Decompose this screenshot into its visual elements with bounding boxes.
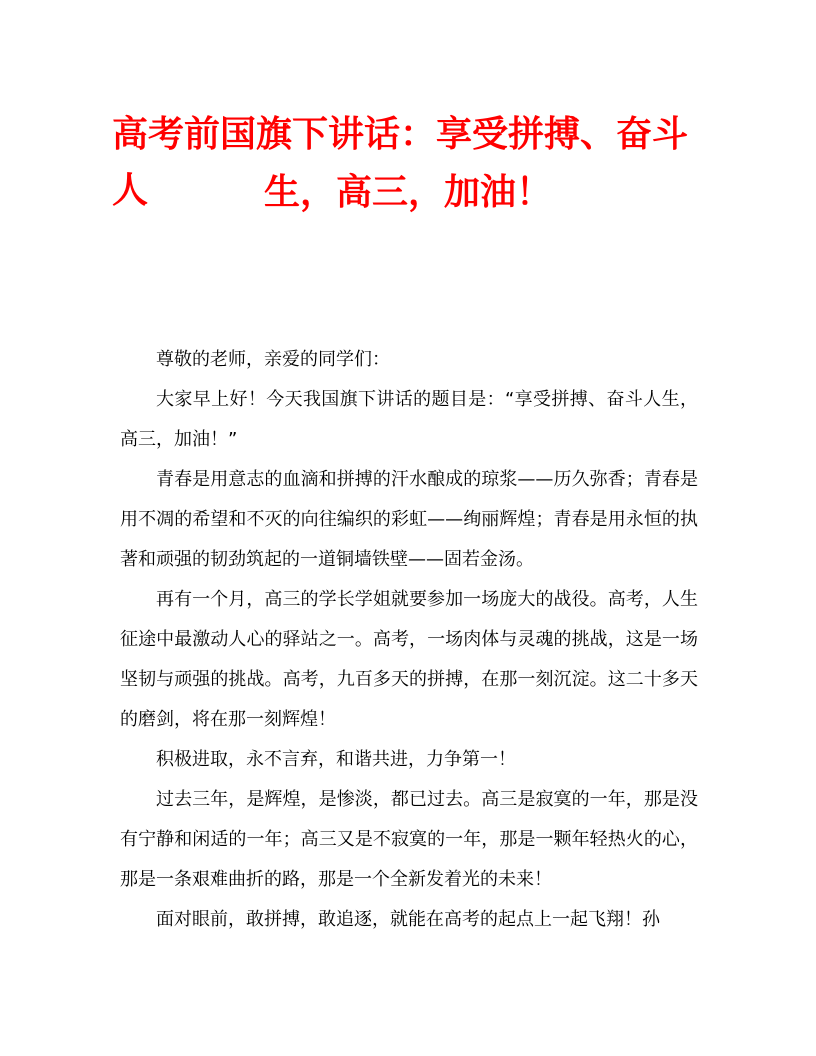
paragraph-salutation: 尊敬的老师，亲爱的同学们： <box>156 349 390 370</box>
document-body <box>120 340 698 940</box>
paragraph-three-years: 过去三年，是辉煌，是惨淡，都已过去。高三是寂寞的一年，那是没有宁静和闲适的一年；高三又是不寂寞的一年，那是一颗年轻热火的心，那是一条艰难曲折的路，那是一个全新发着光的未来！ <box>120 789 698 890</box>
paragraph-youth: 青春是用意志的血滴和拼搏的汗水酿成的琼浆——历久弥香；青春是用不凋的希望和不灭的向往编织的彩虹——绚丽辉煌；青春是用永恒的执著和顽强的韧劲筑起的一道铜墙铁壁——固若金汤。 <box>120 469 698 570</box>
paragraph-exam: 再有一个月，高三的学长学姐就要参加一场庞大的战役。高考，人生征途中最激动人心的驿站之一。高考，一场肉体与灵魂的挑战，这是一场坚韧与顽强的挑战。高考，九百多天的拼搏，在那一刻沉淀。这二十多天的磨剑，将在那一刻辉煌！ <box>120 589 698 730</box>
document-title-line-2: 生，高三，加油！ <box>263 171 552 213</box>
paragraph-greeting: 大家早上好！今天我国旗下讲话的题目是：“享受拼搏、奋斗人生，高三，加油！” <box>120 389 698 450</box>
document-title-line-1: 高考前国旗下讲话：享受拼搏、奋斗人 <box>112 113 689 211</box>
paragraph-slogan: 积极进取，永不言弃，和谐共进，力争第一！ <box>156 749 516 770</box>
paragraph-face-forward: 面对眼前，敢拼搏，敢追逐，就能在高考的起点上一起飞翔！孙 <box>156 909 660 930</box>
